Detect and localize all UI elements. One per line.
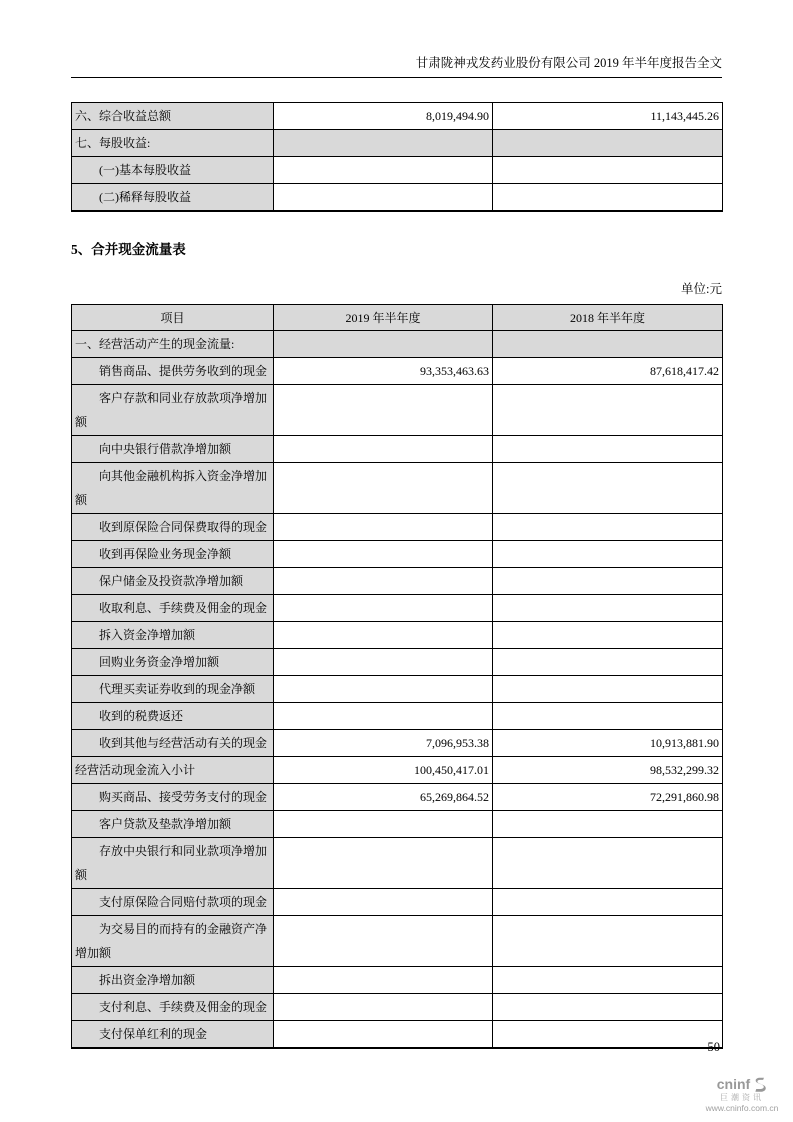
value-cell-2019: [274, 514, 493, 541]
value-cell-2018: [493, 622, 723, 649]
row-label-cell: 客户贷款及垫款净增加额: [72, 811, 274, 838]
value-cell-2019: [274, 1021, 493, 1049]
value-cell-2018: [493, 916, 723, 967]
row-label-cell: 收到其他与经营活动有关的现金: [72, 730, 274, 757]
table-row: [72, 514, 723, 541]
row-label-cell: 收到再保险业务现金净额: [72, 541, 274, 568]
table-row: [72, 967, 723, 994]
value-cell-2018: [493, 994, 723, 1021]
cninfo-chinese-name: 巨潮资讯: [720, 1093, 764, 1102]
column-header-item: 项目: [72, 305, 274, 331]
value-cell-2018: [493, 595, 723, 622]
value-cell-2018: 11,143,445.26: [493, 103, 723, 130]
value-cell-2018: [493, 436, 723, 463]
value-cell-2018: [493, 463, 723, 514]
row-label-cell: 拆入资金净增加额: [72, 622, 274, 649]
value-cell-2018: [493, 568, 723, 595]
value-cell-2019: 93,353,463.63: [274, 358, 493, 385]
row-label-cell: 向其他金融机构拆入资金净增加额: [72, 463, 274, 514]
value-cell-2019: [274, 916, 493, 967]
row-label-cell: 拆出资金净增加额: [72, 967, 274, 994]
table-row: [72, 541, 723, 568]
table-row: [72, 676, 723, 703]
cninfo-swirl-icon: [751, 1077, 767, 1093]
value-cell-2019: 7,096,953.38: [274, 730, 493, 757]
row-label-cell: 一、经营活动产生的现金流量:: [72, 331, 274, 358]
table-row: [72, 994, 723, 1021]
table-row: [72, 331, 723, 358]
table-row: [72, 730, 723, 757]
value-cell-2019: 65,269,864.52: [274, 784, 493, 811]
cninfo-logo: [696, 1077, 788, 1113]
row-label-cell: (二)稀释每股收益: [72, 184, 274, 212]
row-label-cell: 收到的税费返还: [72, 703, 274, 730]
cninfo-brand-text: cninf: [716, 1076, 751, 1093]
value-cell-2018: [493, 889, 723, 916]
value-cell-2019: [274, 184, 493, 212]
value-cell-2018: 98,532,299.32: [493, 757, 723, 784]
value-cell-2018: [493, 385, 723, 436]
value-cell-2019: [274, 703, 493, 730]
value-cell-2019: [274, 541, 493, 568]
table-row: [72, 103, 723, 130]
table-row: [72, 130, 723, 157]
value-cell-2019: [274, 331, 493, 358]
row-label-cell: 六、综合收益总额: [72, 103, 274, 130]
table-row: [72, 595, 723, 622]
table-row: [72, 1021, 723, 1049]
row-label-cell: 支付利息、手续费及佣金的现金: [72, 994, 274, 1021]
row-label-cell: 七、每股收益:: [72, 130, 274, 157]
value-cell-2019: 100,450,417.01: [274, 757, 493, 784]
table-row: [72, 184, 723, 212]
row-label-cell: 经营活动现金流入小计: [72, 757, 274, 784]
value-cell-2018: [493, 649, 723, 676]
row-label-cell: 存放中央银行和同业款项净增加额: [72, 838, 274, 889]
value-cell-2018: [493, 811, 723, 838]
table-row: [72, 436, 723, 463]
unit-label: 单位:元: [681, 282, 722, 296]
value-cell-2019: [274, 157, 493, 184]
value-cell-2018: [493, 967, 723, 994]
income-statement-body: [72, 103, 723, 212]
column-header-2019: 2019 年半年度: [274, 305, 493, 331]
value-cell-2018: [493, 184, 723, 212]
value-cell-2019: [274, 595, 493, 622]
cash-flow-table: [71, 304, 723, 1049]
table-row: [72, 757, 723, 784]
section-title: 5、合并现金流量表: [71, 242, 186, 257]
value-cell-2019: [274, 568, 493, 595]
table-row: [72, 703, 723, 730]
row-label-cell: 支付原保险合同赔付款项的现金: [72, 889, 274, 916]
row-label-cell: 收到原保险合同保费取得的现金: [72, 514, 274, 541]
cninfo-url: www.cninfo.com.cn: [705, 1102, 779, 1113]
income-statement-table: [71, 102, 723, 212]
value-cell-2018: [493, 541, 723, 568]
value-cell-2018: [493, 838, 723, 889]
table-row: [72, 463, 723, 514]
value-cell-2019: [274, 994, 493, 1021]
page-number: 50: [707, 1040, 720, 1054]
table-row: [72, 916, 723, 967]
table-row: [72, 622, 723, 649]
row-label-cell: 销售商品、提供劳务收到的现金: [72, 358, 274, 385]
row-label-cell: 回购业务资金净增加额: [72, 649, 274, 676]
value-cell-2019: [274, 649, 493, 676]
row-label-cell: 保户储金及投资款净增加额: [72, 568, 274, 595]
value-cell-2019: [274, 676, 493, 703]
value-cell-2018: [493, 514, 723, 541]
cash-flow-body: [72, 331, 723, 1049]
value-cell-2019: [274, 436, 493, 463]
row-label-cell: (一)基本每股收益: [72, 157, 274, 184]
row-label-cell: 代理买卖证券收到的现金净额: [72, 676, 274, 703]
value-cell-2019: [274, 838, 493, 889]
table-row: [72, 811, 723, 838]
value-cell-2018: [493, 157, 723, 184]
table-row: [72, 889, 723, 916]
column-header-2018: 2018 年半年度: [493, 305, 723, 331]
value-cell-2019: [274, 463, 493, 514]
value-cell-2019: [274, 889, 493, 916]
table-row: [72, 649, 723, 676]
value-cell-2019: 8,019,494.90: [274, 103, 493, 130]
row-label-cell: 客户存款和同业存放款项净增加额: [72, 385, 274, 436]
value-cell-2019: [274, 385, 493, 436]
value-cell-2018: 10,913,881.90: [493, 730, 723, 757]
table-row: [72, 157, 723, 184]
table-row: [72, 568, 723, 595]
value-cell-2019: [274, 967, 493, 994]
row-label-cell: 向中央银行借款净增加额: [72, 436, 274, 463]
value-cell-2019: [274, 130, 493, 157]
value-cell-2018: [493, 130, 723, 157]
table-row: [72, 358, 723, 385]
value-cell-2018: [493, 676, 723, 703]
table-row: [72, 784, 723, 811]
value-cell-2018: [493, 1021, 723, 1049]
row-label-cell: 为交易目的而持有的金融资产净增加额: [72, 916, 274, 967]
value-cell-2018: 72,291,860.98: [493, 784, 723, 811]
value-cell-2018: [493, 703, 723, 730]
row-label-cell: 支付保单红利的现金: [72, 1021, 274, 1049]
value-cell-2018: 87,618,417.42: [493, 358, 723, 385]
value-cell-2018: [493, 331, 723, 358]
value-cell-2019: [274, 811, 493, 838]
table-header-row: [72, 305, 723, 331]
table-row: [72, 385, 723, 436]
row-label-cell: 购买商品、接受劳务支付的现金: [72, 784, 274, 811]
doc-header-title: 甘肃陇神戎发药业股份有限公司 2019 年半年度报告全文: [71, 0, 722, 78]
table-row: [72, 838, 723, 889]
row-label-cell: 收取利息、手续费及佣金的现金: [72, 595, 274, 622]
value-cell-2019: [274, 622, 493, 649]
